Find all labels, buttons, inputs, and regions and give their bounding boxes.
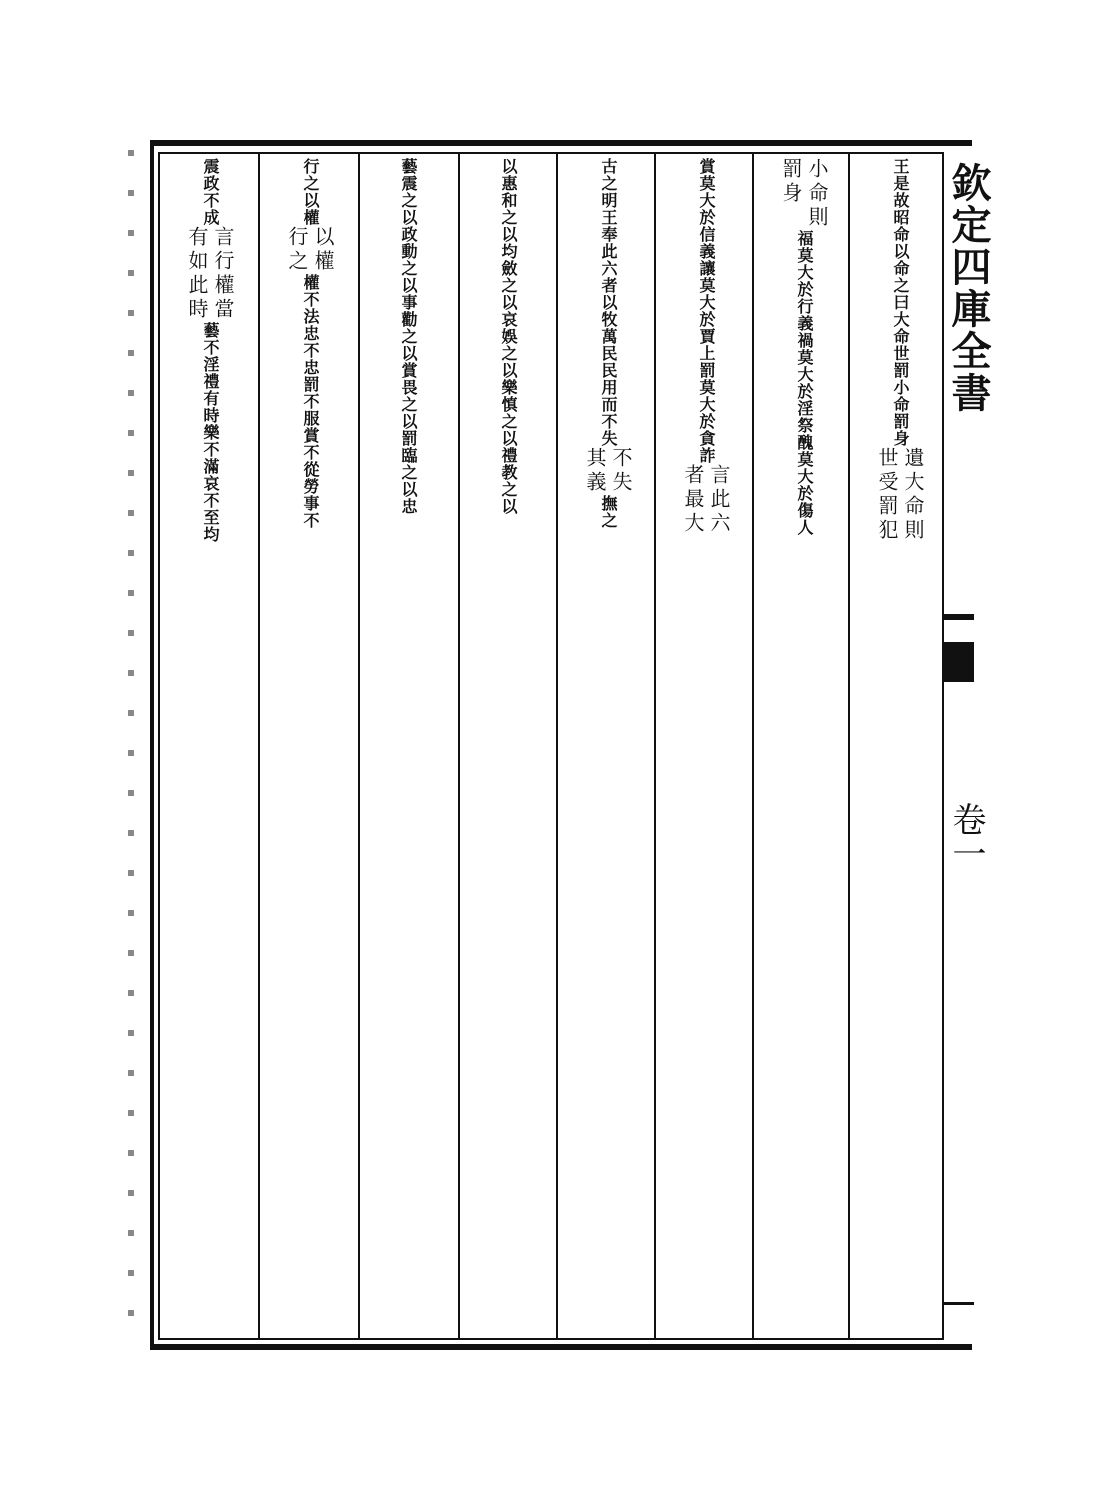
volume-label: 卷一 bbox=[946, 802, 986, 870]
annotation bbox=[585, 447, 631, 495]
text-column-1 bbox=[852, 158, 948, 1338]
annotation-line: 言行權當 bbox=[211, 226, 235, 322]
text-column-8 bbox=[162, 158, 258, 1338]
annotation bbox=[877, 447, 923, 543]
main-text: 藝震之以政動之以事勸之以賞畏之以罰臨之以忠 bbox=[399, 158, 418, 515]
annotation-line: 世受罰犯 bbox=[875, 447, 899, 543]
text-column-2 bbox=[756, 158, 852, 1338]
fish-tail-mark bbox=[944, 642, 974, 682]
annotation-line: 不失 bbox=[609, 447, 633, 495]
main-text: 權不法忠不忠罰不服賞不從勞事不 bbox=[301, 274, 320, 529]
annotation bbox=[781, 158, 827, 230]
annotation bbox=[287, 226, 333, 274]
text-column-7 bbox=[262, 158, 358, 1338]
annotation-line: 以權 bbox=[311, 226, 335, 274]
main-text: 藝不淫禮有時樂不滿哀不至均 bbox=[201, 322, 220, 543]
annotation-line: 者最大 bbox=[681, 464, 705, 536]
main-text: 以惠和之以均斂之以哀娛之以樂慎之以禮教之以 bbox=[499, 158, 518, 515]
text-column-3 bbox=[658, 158, 754, 1338]
main-text: 王是故昭命以命之曰大命世罰小命罰身 bbox=[891, 158, 910, 447]
text-column-4 bbox=[560, 158, 656, 1338]
main-text: 古之明王奉此六者以牧萬民民用而不失 bbox=[599, 158, 618, 447]
annotation-line: 小命則 bbox=[805, 158, 829, 230]
main-text: 震政不成 bbox=[201, 158, 220, 226]
column-rule bbox=[258, 152, 260, 1340]
text-column-6 bbox=[360, 158, 456, 1338]
main-text: 賞莫大於信義讓莫大於賈上罰莫大於貪詐 bbox=[697, 158, 716, 464]
header-divider bbox=[944, 1302, 974, 1305]
annotation bbox=[683, 464, 729, 536]
book-title: 欽定四庫全書 bbox=[945, 162, 992, 414]
main-text: 行之以權 bbox=[301, 158, 320, 226]
text-column-5 bbox=[460, 158, 556, 1338]
annotation-line: 言此六 bbox=[707, 464, 731, 536]
annotation-line: 有如此時 bbox=[185, 226, 209, 322]
page-header-strip bbox=[944, 152, 992, 1340]
annotation-line: 遺大命則 bbox=[901, 447, 925, 543]
fish-tail-mark bbox=[944, 614, 974, 620]
main-text: 福莫大於行義禍莫大於淫祭醜莫大於傷人 bbox=[795, 230, 814, 536]
column-rule bbox=[556, 152, 558, 1340]
annotation bbox=[187, 226, 233, 322]
binding-edge-marks bbox=[128, 150, 134, 1350]
annotation-line: 行之 bbox=[285, 226, 309, 274]
annotation-line: 其義 bbox=[583, 447, 607, 495]
main-text: 撫之 bbox=[599, 495, 618, 529]
annotation-line: 罰身 bbox=[779, 158, 803, 206]
